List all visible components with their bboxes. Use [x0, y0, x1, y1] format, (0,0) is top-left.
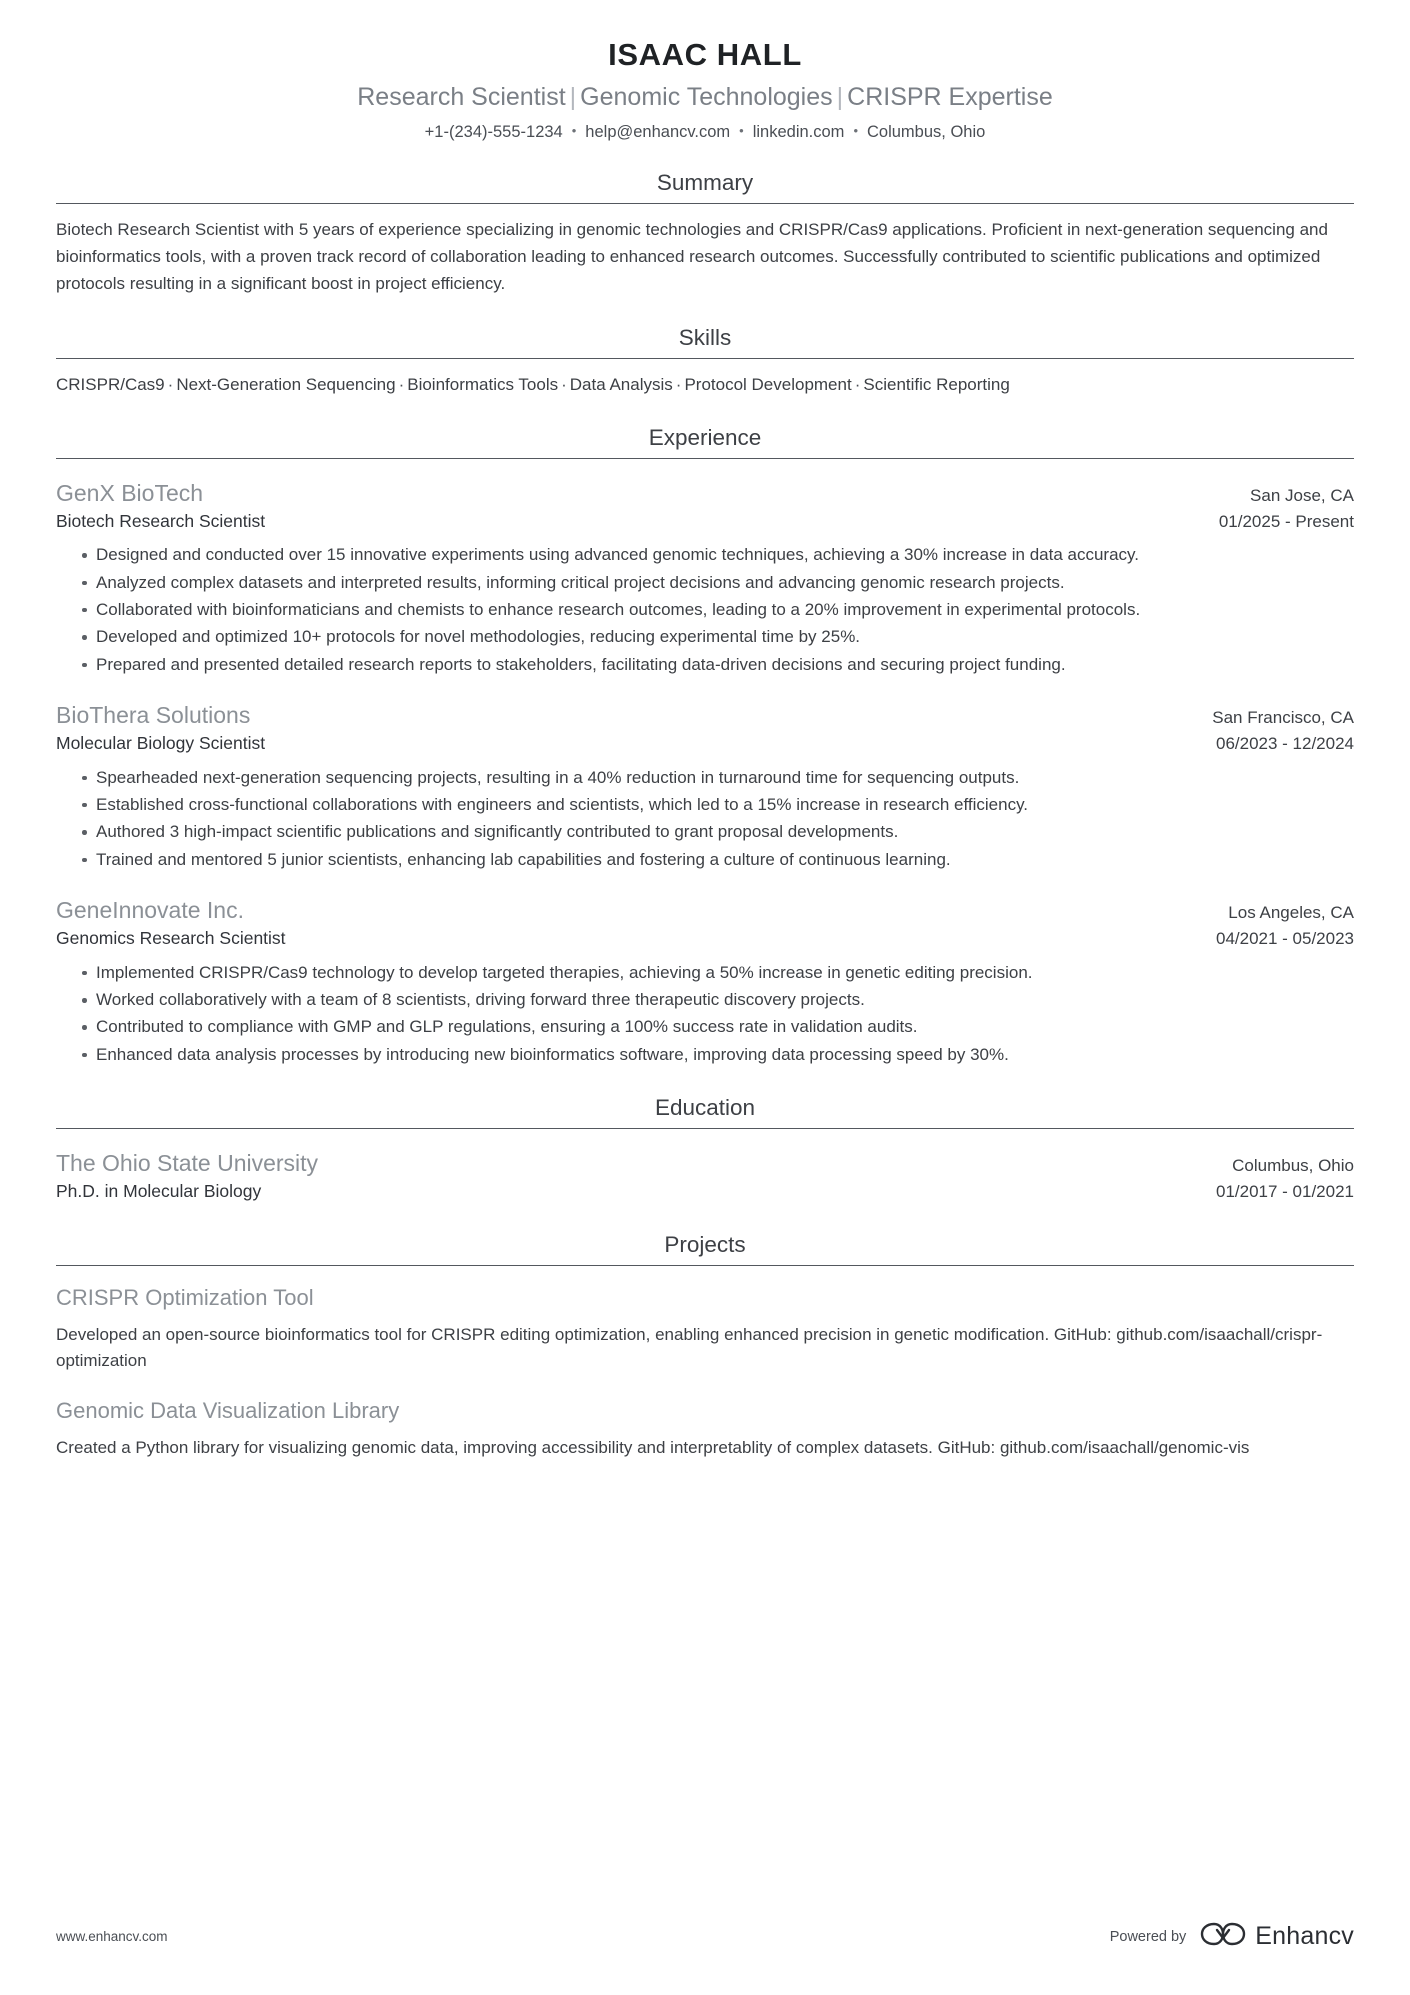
education-dates: 01/2017 - 01/2021 [1215, 1182, 1354, 1202]
section-projects [56, 1231, 1354, 1462]
company-location: San Jose, CA [1250, 485, 1354, 505]
section-heading-education: Education [654, 1095, 756, 1121]
section-summary [56, 169, 1354, 298]
project-description: Created a Python library for visualizing genomic data, improving accessibility and interpretablity of complex datasets. GitHub: github.com/isaachall/genomic-vis [56, 1438, 1250, 1458]
enhancv-wordmark: Enhancv [1255, 1922, 1354, 1950]
entry-role-row [56, 926, 1354, 952]
headline-part-3: CRISPR Expertise [847, 82, 1053, 111]
contact-location: Columbus, Ohio [867, 123, 986, 141]
responsibility-item: Worked collaboratively with a team of 8 scientists, driving forward three therapeutic discovery projects. [82, 987, 1354, 1013]
resume-header [56, 0, 1354, 143]
employment-dates: 04/2021 - 05/2023 [1215, 929, 1354, 949]
education-entry [56, 1148, 1354, 1205]
section-heading-experience: Experience [648, 424, 762, 450]
section-heading-projects: Projects [664, 1231, 746, 1257]
section-heading-summary: Summary [656, 170, 754, 196]
project-entry [56, 1283, 1354, 1374]
skill-item: Data Analysis [569, 375, 673, 395]
skill-item: Next-Generation Sequencing [176, 375, 396, 395]
skill-separator-dot: · [167, 375, 174, 395]
job-title: Molecular Biology Scientist [56, 732, 266, 753]
summary-text: Biotech Research Scientist with 5 years of experience specializing in genomic technologies and CRISPR/Cas9 applications. Proficient in next-generation sequencing and bioinformatics tools, with a proven track record of collaboration leading to enhanced research outcomes. Successfully contributed to scientific publications and optimized protocols resulting in a significant boost in project efficiency. [56, 220, 1328, 294]
responsibility-list [56, 960, 1354, 1068]
responsibility-item: Collaborated with bioinformaticians and chemists to enhance research outcomes, leading to a 20% improvement in experimental protocols. [82, 597, 1354, 623]
entry-company-row [56, 895, 1354, 926]
degree-title: Ph.D. in Molecular Biology [56, 1181, 262, 1202]
employment-dates: 06/2023 - 12/2024 [1215, 733, 1354, 753]
responsibility-item: Spearheaded next-generation sequencing projects, resulting in a 40% reduction in turnaround time for sequencing outputs. [82, 765, 1354, 791]
skill-separator-dot: · [561, 375, 567, 395]
entry-company-row [56, 478, 1354, 509]
email-address[interactable]: help@enhancv.com [585, 123, 731, 141]
responsibility-item: Authored 3 high-impact scientific publications and significantly contributed to grant proposal developments. [82, 819, 1354, 845]
job-title: Biotech Research Scientist [56, 510, 266, 531]
project-description: Developed an open-source bioinformatics tool for CRISPR editing optimization, enabling enhanced precision in genetic modification. GitHub: github.com/isaachall/crispr-optimization [56, 1324, 1323, 1370]
enhancv-mark-icon [1200, 1920, 1246, 1953]
skill-item: Scientific Reporting [863, 375, 1010, 395]
responsibility-list [56, 765, 1354, 873]
school-name: The Ohio State University [56, 1150, 319, 1177]
school-location: Columbus, Ohio [1232, 1156, 1354, 1176]
skill-separator-dot: · [398, 375, 405, 395]
page-footer [56, 1920, 1354, 1953]
company-location: San Francisco, CA [1212, 707, 1354, 727]
responsibility-item: Developed and optimized 10+ protocols for novel methodologies, reducing experimental time by 25%. [82, 624, 1354, 650]
phone-number: +1-(234)-555-1234 [424, 123, 563, 141]
skill-separator-dot: · [675, 375, 682, 395]
company-name: GenX BioTech [56, 479, 204, 506]
contact-separator-dot: • [853, 123, 858, 138]
entry-company-row [56, 700, 1354, 731]
powered-by-label: Powered by [1109, 1928, 1187, 1945]
entry-role-row [56, 509, 1354, 535]
section-heading-skills: Skills [678, 325, 732, 351]
company-location: Los Angeles, CA [1228, 902, 1354, 922]
responsibility-item: Prepared and presented detailed research reports to stakeholders, facilitating data-driven decisions and securing project funding. [82, 652, 1354, 678]
professional-headline [56, 82, 1354, 113]
contact-info [56, 122, 1354, 143]
headline-part-2: Genomic Technologies [580, 82, 833, 111]
project-name: CRISPR Optimization Tool [56, 1284, 314, 1310]
responsibility-item: Enhanced data analysis processes by introducing new bioinformatics software, improving data processing speed by 30%. [82, 1042, 1354, 1068]
responsibility-item: Established cross-functional collaborations with engineers and scientists, which led to a 15% increase in research efficiency. [82, 792, 1354, 818]
employment-dates: 01/2025 - Present [1218, 511, 1354, 531]
headline-separator: | [836, 82, 844, 111]
company-name: BioThera Solutions [56, 701, 251, 728]
footer-branding [1110, 1920, 1354, 1953]
skill-separator-dot: · [854, 375, 861, 395]
responsibility-item: Contributed to compliance with GMP and GLP regulations, ensuring a 100% success rate in validation audits. [82, 1014, 1354, 1040]
responsibility-item: Trained and mentored 5 junior scientists, enhancing lab capabilities and fostering a culture of continuous learning. [82, 847, 1354, 873]
headline-separator: | [569, 82, 577, 111]
skills-list [56, 372, 1354, 398]
entry-school-row [56, 1148, 1354, 1179]
responsibility-item: Designed and conducted over 15 innovative experiments using advanced genomic techniques, achieving a 30% increase in data accuracy. [82, 542, 1354, 568]
page-title: ISAAC HALL [608, 37, 802, 72]
experience-entry [56, 478, 1354, 678]
project-name: Genomic Data Visualization Library [56, 1398, 400, 1424]
skill-item: Protocol Development [684, 375, 852, 395]
responsibility-list [56, 542, 1354, 678]
skill-item: Bioinformatics Tools [407, 375, 559, 395]
company-name: GeneInnovate Inc. [56, 896, 244, 923]
footer-website-url[interactable]: www.enhancv.com [56, 1929, 168, 1944]
entry-degree-row [56, 1179, 1354, 1205]
experience-entry [56, 895, 1354, 1068]
skill-item: CRISPR/Cas9 [56, 375, 165, 395]
contact-separator-dot: • [571, 123, 577, 138]
project-entry [56, 1396, 1354, 1461]
contact-separator-dot: • [739, 123, 744, 138]
enhancv-logo [1200, 1920, 1354, 1953]
linkedin-link[interactable]: linkedin.com [752, 123, 845, 141]
experience-entry [56, 700, 1354, 873]
job-title: Genomics Research Scientist [56, 928, 286, 949]
section-experience [56, 424, 1354, 1069]
responsibility-item: Analyzed complex datasets and interpreted results, informing critical project decisions and advancing genomic research projects. [82, 570, 1354, 596]
responsibility-item: Implemented CRISPR/Cas9 technology to develop targeted therapies, achieving a 50% increase in genetic editing precision. [82, 960, 1354, 986]
section-skills [56, 324, 1354, 398]
headline-part-1: Research Scientist [357, 82, 566, 111]
section-education [56, 1094, 1354, 1205]
entry-role-row [56, 731, 1354, 757]
